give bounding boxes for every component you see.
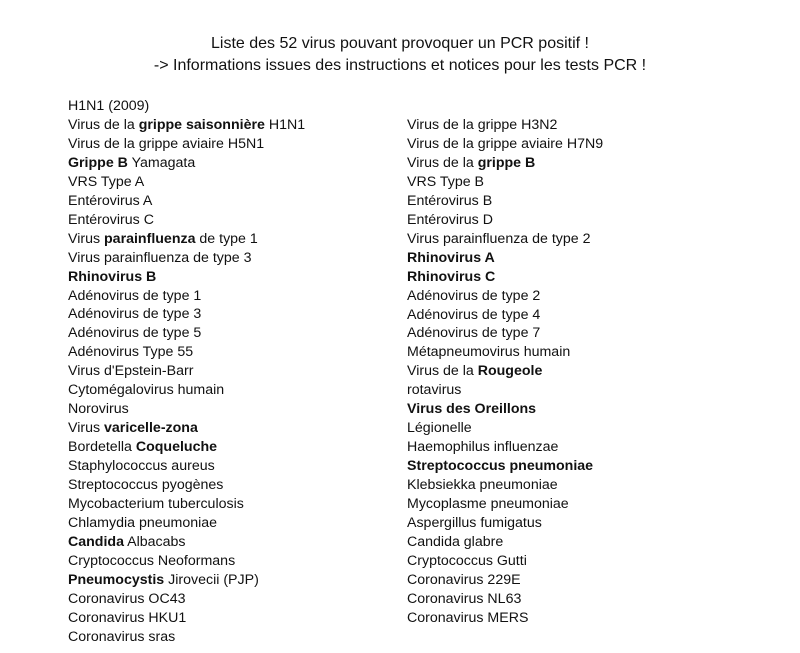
- text-segment: Yamagata: [127, 154, 196, 171]
- text-segment: Coronavirus sras: [68, 628, 176, 645]
- virus-list-item: [68, 287, 305, 306]
- bold-text-segment: varicelle-zona: [104, 420, 198, 437]
- text-segment: H1N1 (2009): [68, 98, 150, 114]
- virus-list-item: [68, 249, 305, 268]
- virus-list-item: [407, 249, 603, 268]
- header-title: [0, 33, 800, 55]
- bold-text-segment: Streptococcus pneumoniae: [407, 458, 594, 475]
- text-segment: Albacabs: [123, 533, 186, 550]
- virus-list-item: [68, 230, 305, 249]
- text-segment: Haemophilus influenzae: [407, 439, 559, 456]
- text-segment: pouvant provoquer un: [335, 35, 501, 52]
- virus-list-item: [68, 552, 305, 571]
- text-segment: Bordetella: [68, 439, 136, 456]
- virus-list-item: [407, 230, 603, 249]
- bold-text-segment: Rhinovirus C: [407, 268, 496, 285]
- page-header: [0, 33, 800, 77]
- virus-list-item: [68, 343, 305, 362]
- virus-list-item: [68, 609, 305, 628]
- virus-list-item: [407, 324, 603, 343]
- virus-list-item: [68, 116, 305, 135]
- text-segment: Coronavirus NL63: [407, 590, 522, 607]
- virus-list-item: [407, 192, 603, 211]
- text-segment: Adénovirus Type 55: [68, 344, 194, 361]
- text-segment: VRS Type B: [407, 173, 485, 190]
- bold-text-segment: parainfluenza: [104, 230, 196, 247]
- bold-text-segment: Candida: [68, 533, 124, 550]
- virus-list-item: [68, 628, 305, 647]
- text-segment: Légionelle: [407, 420, 472, 437]
- bold-text-segment: Rhinovirus B: [68, 268, 157, 285]
- virus-list-item: [68, 400, 305, 419]
- header-subtitle: [0, 55, 800, 77]
- virus-list-item: [68, 324, 305, 343]
- text-segment: Virus de la: [68, 116, 139, 133]
- text-segment: Cryptococcus Gutti: [407, 552, 527, 569]
- virus-list-item: [68, 135, 305, 154]
- text-segment: Aspergillus fumigatus: [407, 515, 542, 532]
- text-segment: Virus de la grippe aviaire H5N1: [68, 135, 265, 152]
- bold-text-segment: Rhinovirus A: [407, 249, 495, 266]
- virus-list-item: [68, 154, 305, 173]
- text-segment: Coronavirus HKU1: [68, 609, 187, 626]
- virus-list-item: [407, 154, 603, 173]
- text-segment: Adénovirus de type 5: [68, 325, 202, 342]
- text-segment: Entérovirus A: [68, 192, 153, 209]
- virus-list-item: [407, 173, 603, 192]
- text-segment: Virus: [68, 230, 105, 247]
- virus-list-item: [407, 514, 603, 533]
- virus-list-item: [68, 590, 305, 609]
- virus-list-item: [407, 400, 603, 419]
- virus-list-item: [68, 457, 305, 476]
- text-segment: Adénovirus de type 3: [68, 306, 202, 323]
- bold-text-segment: grippe saisonnière: [138, 116, 265, 133]
- virus-list-item: [68, 438, 305, 457]
- text-segment: Entérovirus B: [407, 192, 493, 209]
- virus-list-item: [407, 609, 603, 628]
- bold-text-segment: 52 virus: [279, 35, 336, 52]
- virus-list-item: [68, 571, 305, 590]
- text-segment: Adénovirus de type 1: [68, 287, 202, 304]
- text-segment: Cryptococcus Neoformans: [68, 552, 236, 569]
- text-segment: Virus de la: [407, 154, 478, 171]
- virus-list-item: [407, 571, 603, 590]
- bold-text-segment: Grippe B: [68, 154, 128, 171]
- virus-list-item: [68, 173, 305, 192]
- virus-list-left-column: [68, 97, 305, 647]
- virus-list-item: [407, 135, 603, 154]
- virus-list-item: [407, 495, 603, 514]
- virus-list-item: [68, 495, 305, 514]
- text-segment: Métapneumovirus humain: [407, 344, 571, 361]
- bold-text-segment: Virus des Oreillons: [407, 401, 537, 418]
- text-segment: Mycoplasme pneumoniae: [407, 496, 569, 513]
- text-segment: Adénovirus de type 2: [407, 287, 541, 304]
- virus-list-item: [407, 457, 603, 476]
- text-segment: Entérovirus C: [68, 211, 154, 228]
- text-segment: Virus: [68, 420, 105, 437]
- text-segment: Virus de la grippe H3N2: [407, 117, 558, 133]
- text-segment: Adénovirus de type 4: [407, 306, 541, 323]
- virus-list-right-column: [407, 116, 603, 628]
- text-segment: Chlamydia pneumoniae: [68, 514, 218, 531]
- text-segment: rotavirus: [407, 382, 462, 399]
- text-segment: Virus de la grippe aviaire H7N9: [407, 135, 604, 152]
- bold-text-segment: grippe B: [477, 154, 536, 171]
- virus-list-item: [68, 476, 305, 495]
- virus-list-item: [407, 476, 603, 495]
- virus-list-item: [407, 438, 603, 457]
- text-segment: de type 1: [195, 230, 258, 247]
- virus-list-item: [407, 343, 603, 362]
- text-segment: H1N1: [264, 116, 306, 133]
- text-segment: Virus d'Epstein-Barr: [68, 363, 194, 380]
- virus-list-item: [407, 590, 603, 609]
- virus-list-item: [68, 305, 305, 324]
- virus-list-item: [68, 533, 305, 552]
- virus-list-item: [407, 362, 603, 381]
- virus-list-item: [407, 552, 603, 571]
- virus-list-item: [68, 419, 305, 438]
- virus-list-item: [68, 97, 305, 116]
- text-segment: Liste des: [211, 35, 280, 52]
- text-segment: Cytomégalovirus humain: [68, 382, 225, 399]
- virus-list-item: [407, 116, 603, 135]
- text-segment: Coronavirus 229E: [407, 571, 521, 588]
- text-segment: Virus parainfluenza de type 3: [68, 249, 252, 266]
- text-segment: Staphylococcus aureus: [68, 458, 215, 475]
- virus-list-item: [407, 419, 603, 438]
- virus-list-item: [68, 362, 305, 381]
- virus-list-item: [68, 381, 305, 400]
- text-segment: Norovirus: [68, 401, 129, 418]
- text-segment: Mycobacterium tuberculosis: [68, 496, 244, 513]
- text-segment: Klebsiekka pneumoniae: [407, 477, 558, 494]
- virus-list-item: [68, 514, 305, 533]
- virus-list-item: [407, 211, 603, 230]
- virus-list-item: [407, 268, 603, 287]
- bold-text-segment: Coqueluche: [135, 439, 218, 456]
- text-segment: Candida glabre: [407, 533, 504, 550]
- text-segment: Virus de la: [407, 363, 478, 380]
- virus-list-item: [68, 268, 305, 287]
- virus-list-item: [407, 287, 603, 306]
- text-segment: Virus parainfluenza de type 2: [407, 230, 591, 247]
- text-segment: Adénovirus de type 7: [407, 325, 541, 342]
- bold-text-segment: Rougeole: [477, 363, 543, 380]
- text-segment: Entérovirus D: [407, 211, 493, 228]
- text-segment: Informations issues des instructions et notices pour les tests PCR !: [173, 57, 647, 74]
- bold-text-segment: Pneumocystis: [68, 571, 165, 588]
- text-segment: Jirovecii (PJP): [164, 571, 259, 588]
- text-segment: Coronavirus MERS: [407, 609, 529, 626]
- text-segment: Streptococcus pyogènes: [68, 477, 224, 494]
- bold-text-segment: PCR positif !: [500, 35, 589, 52]
- virus-list-item: [407, 533, 603, 552]
- bold-text-segment: ->: [153, 57, 174, 74]
- virus-list-item: [68, 192, 305, 211]
- virus-list-item: [68, 211, 305, 230]
- text-segment: VRS Type A: [68, 173, 145, 190]
- virus-list-item: [407, 381, 603, 400]
- text-segment: Coronavirus OC43: [68, 590, 186, 607]
- virus-list-item: [407, 306, 603, 325]
